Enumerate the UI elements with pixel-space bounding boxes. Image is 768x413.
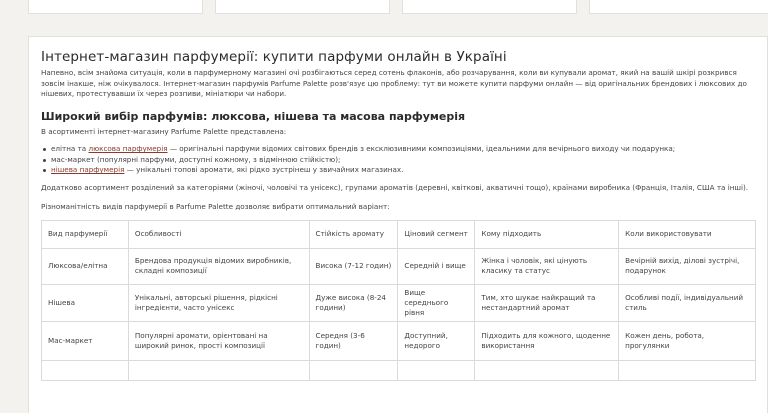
table-header-cell: Ціновий сегмент (398, 220, 475, 248)
variety-text: Різноманітність видів парфумерії в Parfume Palette дозволяє вибрати оптимальний варіант: (41, 202, 390, 211)
perfume-types-table (41, 220, 756, 381)
article-content (41, 49, 756, 381)
article-intro: Напевно, всім знайома ситуація, коли в парфумерному магазині очі розбігаються серед сотень флаконів, або розчарування, коли ви купували аромат, який на вашій шкірі розкрився зовсім інакше, ніж очікувалося. Інтернет-магазин парфумів Parfume Palette розв'язує цю проблему: тут ви можете купити парфуми онлайн — від оригінальних брендових і люксових до нішевих, протестувавши їх через розпиви, мініатюри чи набори. (41, 68, 747, 98)
table-cell: Унікальні, авторські рішення, рідкісні інгредієнти, часто унісекс (128, 284, 309, 321)
table-cell (619, 360, 756, 380)
table-row (42, 284, 756, 321)
top-cards-strip (28, 0, 768, 14)
table-cell: Брендова продукція відомих виробників, складні композиції (128, 248, 309, 284)
table-cell: Підходить для кожного, щоденне використання (475, 321, 619, 360)
table-header-cell: Стійкість аромату (309, 220, 398, 248)
luxury-perfume-link[interactable]: люксова парфумерія (88, 144, 168, 153)
table-cell (128, 360, 309, 380)
top-card[interactable] (28, 0, 203, 14)
table-cell: Тим, хто шукає найкращий та нестандартний аромат (475, 284, 619, 321)
assortment-categories-text: Додатково асортимент розділений за категоріями (жіночі, чоловічі та унісекс), групами ароматів (деревні, квіткові, акватичні тощо), країнами виробника (Франція, Італія, США та інші). (41, 182, 749, 192)
table-cell: Особливі події, індивідуальний стиль (619, 284, 756, 321)
table-cell: Середня (3-6 годин) (309, 321, 398, 360)
assortment-list (41, 144, 756, 176)
assortment-lead: В асортименті інтернет-магазину Parfume Palette представлена: (41, 126, 287, 136)
table-row (42, 360, 756, 380)
table-cell: Дуже висока (8-24 години) (309, 284, 398, 321)
list-item: нішева парфумерія — унікальні топові аромати, які рідко зустрінеш у звичайних магазинах. (41, 165, 756, 176)
table-cell: Жінка і чоловік, які цінують класику та статус (475, 248, 619, 284)
table-row (42, 321, 756, 360)
table-cell: Висока (7-12 годин) (309, 248, 398, 284)
table-cell: Популярні аромати, орієнтовані на широкий ринок, прості композиції (128, 321, 309, 360)
table-cell (398, 360, 475, 380)
table-row (42, 248, 756, 284)
table-header-row (42, 220, 756, 248)
niche-perfume-link[interactable]: нішева парфумерія (51, 165, 125, 174)
seo-text-panel (28, 36, 768, 413)
table-cell: Кожен день, робота, прогулянки (619, 321, 756, 360)
table-cell: Нішева (42, 284, 129, 321)
table-header-cell: Кому підходить (475, 220, 619, 248)
table-cell (309, 360, 398, 380)
top-card[interactable] (589, 0, 768, 14)
table-header-cell: Особливості (128, 220, 309, 248)
table-header-cell: Вид парфумерії (42, 220, 129, 248)
table-cell: Мас-маркет (42, 321, 129, 360)
table-cell (475, 360, 619, 380)
list-item: елітна та люксова парфумерія — оригінальні парфуми відомих світових брендів з ексклюзивними композиціями, ідеальними для вечірнього виходу чи подарунка; (41, 144, 756, 155)
top-card[interactable] (215, 0, 390, 14)
table-cell: Вище середнього рівня (398, 284, 475, 321)
top-card[interactable] (402, 0, 577, 14)
table-cell: Середній і вище (398, 248, 475, 284)
table-cell: Доступний, недорого (398, 321, 475, 360)
list-item: мас-маркет (популярні парфуми, доступні кожному, з відмінною стійкістю); (41, 155, 756, 166)
table-cell: Люксова/елітна (42, 248, 129, 284)
article-subtitle: Широкий вибір парфумів: люксова, нішева та масова парфумерія (41, 109, 466, 123)
table-cell: Вечірній вихід, ділові зустрічі, подарунок (619, 248, 756, 284)
table-header-cell: Коли використовувати (619, 220, 756, 248)
table-cell (42, 360, 129, 380)
article-title: Інтернет-магазин парфумерії: купити парфуми онлайн в Україні (41, 49, 507, 65)
